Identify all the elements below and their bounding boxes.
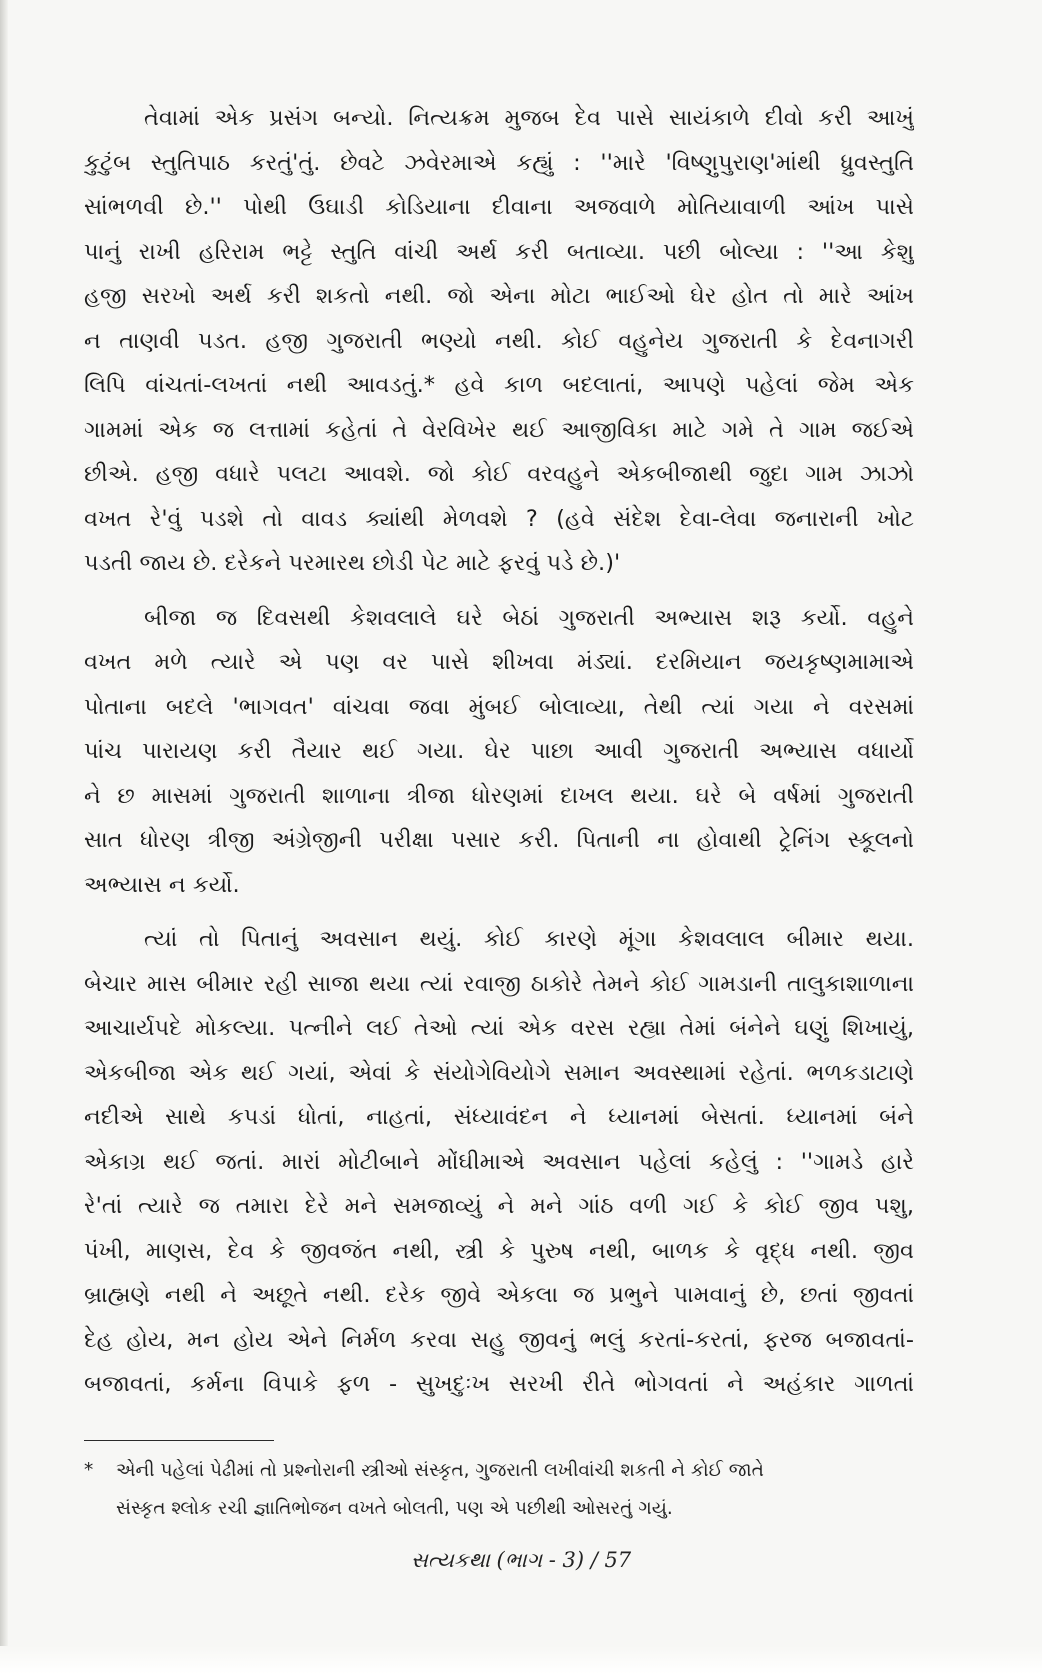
text-line: દેહ હોય, મન હોય એને નિર્મળ કરવા સહુ જીવનું ભલું કરતાં-કરતાં, ફરજ બજાવતાં- [84, 1326, 914, 1353]
page-binding-shadow [0, 0, 8, 1674]
text-line: બેચાર માસ બીમાર રહી સાજા થયા ત્યાં રવાજી ઠાકોરે તેમને કોઈ ગામડાની તાલુકાશાળાના [84, 970, 914, 997]
page-footer-folio: સત્યકથા (ભાગ - 3) / 57 [410, 1548, 632, 1572]
text-line: હજી સરખો અર્થ કરી શકતો નથી. જો એના મોટા ભાઈઓ ઘેર હોત તો મારે આંખ [84, 283, 914, 309]
text-line: પંખી, માણસ, દેવ કે જીવજંત નથી, સ્ત્રી કે પુરુષ નથી, બાળક કે વૃદ્ધ નથી. જીવ [84, 1237, 914, 1264]
footnote-line [84, 1452, 916, 1490]
text-line: પોતાના બદલે 'ભાગવત' વાંચવા જવા મુંબઈ બોલાવ્યા, તેથી ત્યાં ગયા ને વરસમાં [84, 693, 914, 720]
text-line: એકબીજા એક થઈ ગયાં, એવાં કે સંયોગેવિયોગે સમાન અવસ્થામાં રહેતાં. ભળકડાટાણે [84, 1059, 914, 1086]
text-line: ને છ માસમાં ગુજરાતી શાળાના ત્રીજા ધોરણમાં દાખલ થયા. ઘરે બે વર્ષમાં ગુજરાતી [84, 782, 914, 809]
text-line: પાનું રાખી હરિરામ ભટ્ટે સ્તુતિ વાંચી અર્થ કરી બતાવ્યા. પછી બોલ્યા : ''આ કેશુ [84, 238, 914, 265]
text-line: અભ્યાસ ન કર્યો. [84, 871, 240, 898]
text-line: તેવામાં એક પ્રસંગ બન્યો. નિત્યક્રમ મુજબ દેવ પાસે સાયંકાળે દીવો કરી આખું [144, 105, 914, 131]
text-line: એકાગ્ર થઈ જતાં. મારાં મોટીબાને મોંઘીમાએ અવસાન પહેલાં કહેલું : ''ગામડે હારે [84, 1148, 914, 1175]
text-line: બ્રાહ્મણે નથી ને અછૂતે નથી. દરેક જીવે એકલા જ પ્રભુને પામવાનું છે, છતાં જીવતાં [84, 1282, 914, 1308]
text-line: લિપિ વાંચતાં-લખતાં નથી આવડતું.* હવે કાળ બદલાતાં, આપણે પહેલાં જેમ એક [84, 372, 914, 398]
footnote [84, 1452, 916, 1528]
text-line: બીજા જ દિવસથી કેશવલાલે ઘરે બેઠાં ગુજરાતી અભ્યાસ શરૂ કર્યો. વહુને [144, 604, 914, 631]
text-line: સાત ધોરણ ત્રીજી અંગ્રેજીની પરીક્ષા પસાર કરી. પિતાની ના હોવાથી ટ્રેનિંગ સ્કૂલનો [84, 827, 914, 853]
footnote-divider [84, 1440, 274, 1441]
text-line: બજાવતાં, કર્મના વિપાકે ફળ - સુખદુઃખ સરખી રીતે ભોગવતાં ને અહંકાર ગાળતાં [84, 1371, 914, 1397]
text-line: આચાર્યપદે મોકલ્યા. પત્નીને લઈ તેઓ ત્યાં એક વરસ રહ્યા તેમાં બંનેને ઘણું શિખાયું, [84, 1015, 914, 1041]
text-line: સાંભળવી છે.'' પોથી ઉઘાડી કોડિયાના દીવાના અજવાળે મોતિયાવાળી આંખ પાસે [84, 194, 914, 220]
footnote-line: સંસ્કૃત શ્લોક રચી જ્ઞાતિભોજન વખતે બોલતી, પણ એ પછીથી ઓસરતું ગયું. [116, 1498, 673, 1519]
text-line: ગામમાં એક જ લત્તામાં કહેતાં તે વેરવિખેર થઈ આજીવિકા માટે ગમે તે ગામ જઈએ [84, 416, 914, 443]
paragraph-1 [84, 96, 914, 586]
footnote-text: એની પહેલાં પેઢીમાં તો પ્રશ્નોરાની સ્ત્રીઓ સંસ્કૃત, ગુજરાતી લખીવાંચી શકતી ને કોઈ જાતે [116, 1460, 764, 1481]
text-line: વખત રે'વું પડશે તો વાવડ ક્યાંથી મેળવશે ? (હવે સંદેશ દેવા-લેવા જનારાની ખોટ [84, 505, 914, 532]
body-text [84, 96, 914, 1417]
text-line: રે'તાં ત્યારે જ તમારા દેરે મને સમજાવ્યું ને મને ગાંઠ વળી ગઈ કે કોઈ જીવ પશુ, [84, 1193, 914, 1219]
paragraph-2 [84, 596, 914, 908]
text-line: પાંચ પારાયણ કરી તૈયાર થઈ ગયા. ઘેર પાછા આવી ગુજરાતી અભ્યાસ વધાર્યો [84, 738, 914, 764]
footnote-marker: * [84, 1460, 94, 1481]
text-line: કુટુંબ સ્તુતિપાઠ કરતું'તું. છેવટે ઝવેરમાએ કહ્યું : ''મારે 'વિષ્ણુપુરાણ'માંથી ધ્રુવસ્તુતિ [84, 149, 914, 176]
text-line: છીએ. હજી વધારે પલટા આવશે. જો કોઈ વરવહુને એકબીજાથી જુદા ગામ ઝાઝો [84, 461, 914, 487]
page-bottom-edge [0, 1646, 1042, 1674]
text-line: પડતી જાય છે. દરેકને પરમારથ છોડી પેટ માટે ફરવું પડે છે.)' [84, 550, 621, 576]
text-line: ન તાણવી પડત. હજી ગુજરાતી ભણ્યો નથી. કોઈ વહુનેય ગુજરાતી કે દેવનાગરી [84, 327, 914, 354]
text-line: વખત મળે ત્યારે એ પણ વર પાસે શીખવા મંડ્યાં. દરમિયાન જયકૃષ્ણમામાએ [84, 649, 914, 675]
text-line: નદીએ સાથે કપડાં ધોતાં, નાહતાં, સંધ્યાવંદન ને ધ્યાનમાં બેસતાં. ધ્યાનમાં બંને [84, 1104, 914, 1130]
paragraph-3 [84, 917, 914, 1407]
text-line: ત્યાં તો પિતાનું અવસાન થયું. કોઈ કારણે મૂંગા કેશવલાલ બીમાર થયા. [144, 926, 914, 952]
